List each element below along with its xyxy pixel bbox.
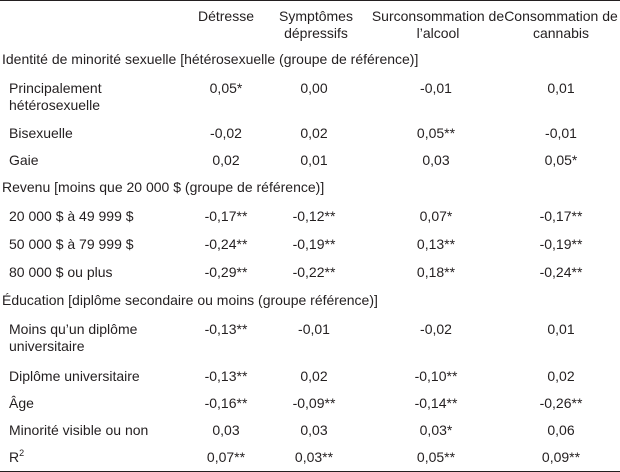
table-cell: 0,05* [209, 80, 243, 96]
row-label: Gaie [9, 152, 39, 168]
table-cell: 0,03* [419, 422, 453, 438]
group-header-income: Revenu [moins que 20 000 $ (groupe de référence)] [2, 179, 325, 195]
table-cell: 0,05** [416, 125, 456, 141]
table-cell: 0,02 [300, 368, 328, 384]
table-cell: -0,22** [292, 264, 336, 280]
row-label: Moins qu’un diplôme universitaire [9, 321, 138, 354]
table-cell: 0,07* [419, 208, 453, 224]
row-label-r2 [9, 449, 24, 468]
table-cell: -0,24** [539, 264, 583, 280]
table-cell: -0,17** [204, 208, 248, 224]
table-cell: -0,10** [414, 368, 458, 384]
table-cell: 0,02 [212, 152, 240, 168]
row-label: 20 000 $ à 49 999 $ [9, 208, 134, 224]
table-cell: 0,03** [294, 449, 334, 465]
row-label: Principalement hétérosexuelle [9, 80, 102, 113]
table-cell: 0,18** [416, 264, 456, 280]
table-cell: 0,03 [300, 422, 328, 438]
table-cell: -0,16** [204, 395, 248, 411]
table-cell: -0,01 [298, 321, 330, 337]
table-cell: -0,01 [420, 80, 452, 96]
table-cell: 0,02 [547, 368, 575, 384]
row-label: 80 000 $ ou plus [9, 264, 113, 280]
table-cell: -0,24** [204, 236, 248, 252]
table-cell: 0,05* [544, 152, 578, 168]
table-cell: -0,02 [420, 321, 452, 337]
table-cell: 0,01 [547, 321, 575, 337]
table-cell: -0,19** [292, 236, 336, 252]
table-cell: -0,19** [539, 236, 583, 252]
col-header-cannabis: Consommation de cannabis [504, 8, 618, 41]
table-cell: -0,12** [292, 208, 336, 224]
r-label: R [9, 449, 20, 465]
row-label: Âge [9, 395, 34, 411]
group-header-sexual: Identité de minorité sexuelle [hétérosexuelle (groupe de référence)] [2, 51, 419, 67]
table-cell: -0,01 [545, 125, 577, 141]
row-label: 50 000 $ à 79 999 $ [9, 236, 134, 252]
r-superscript: 2 [19, 448, 25, 458]
table-cell: 0,00 [300, 80, 328, 96]
table-cell: -0,26** [539, 395, 583, 411]
table-cell: -0,29** [204, 264, 248, 280]
row-label: Minorité visible ou non [9, 422, 149, 438]
table-cell: 0,05** [416, 449, 456, 465]
table-cell: 0,09** [541, 449, 581, 465]
table-cell: -0,13** [204, 321, 248, 337]
table-cell: 0,06 [547, 422, 575, 438]
col-header-detresse: Détresse [197, 8, 255, 24]
table-cell: 0,13** [416, 236, 456, 252]
table-cell: -0,17** [539, 208, 583, 224]
table-cell: 0,01 [547, 80, 575, 96]
table-cell: -0,13** [204, 368, 248, 384]
row-label: Diplôme universitaire [9, 368, 140, 384]
table-cell: 0,07** [206, 449, 246, 465]
table-cell: 0,02 [300, 125, 328, 141]
row-label: Bisexuelle [9, 125, 73, 141]
table-cell: 0,03 [422, 152, 450, 168]
table-cell: -0,09** [292, 395, 336, 411]
col-header-alcool: Surconsommation de l’alcool [371, 8, 505, 41]
table-cell: -0,02 [210, 125, 242, 141]
table-cell: 0,03 [212, 422, 240, 438]
table-cell: 0,01 [300, 152, 328, 168]
col-header-symptomes: Symptômes dépressifs [279, 8, 353, 41]
group-header-education: Éducation [diplôme secondaire ou moins (groupe référence)] [2, 292, 378, 308]
table-cell: -0,14** [414, 395, 458, 411]
